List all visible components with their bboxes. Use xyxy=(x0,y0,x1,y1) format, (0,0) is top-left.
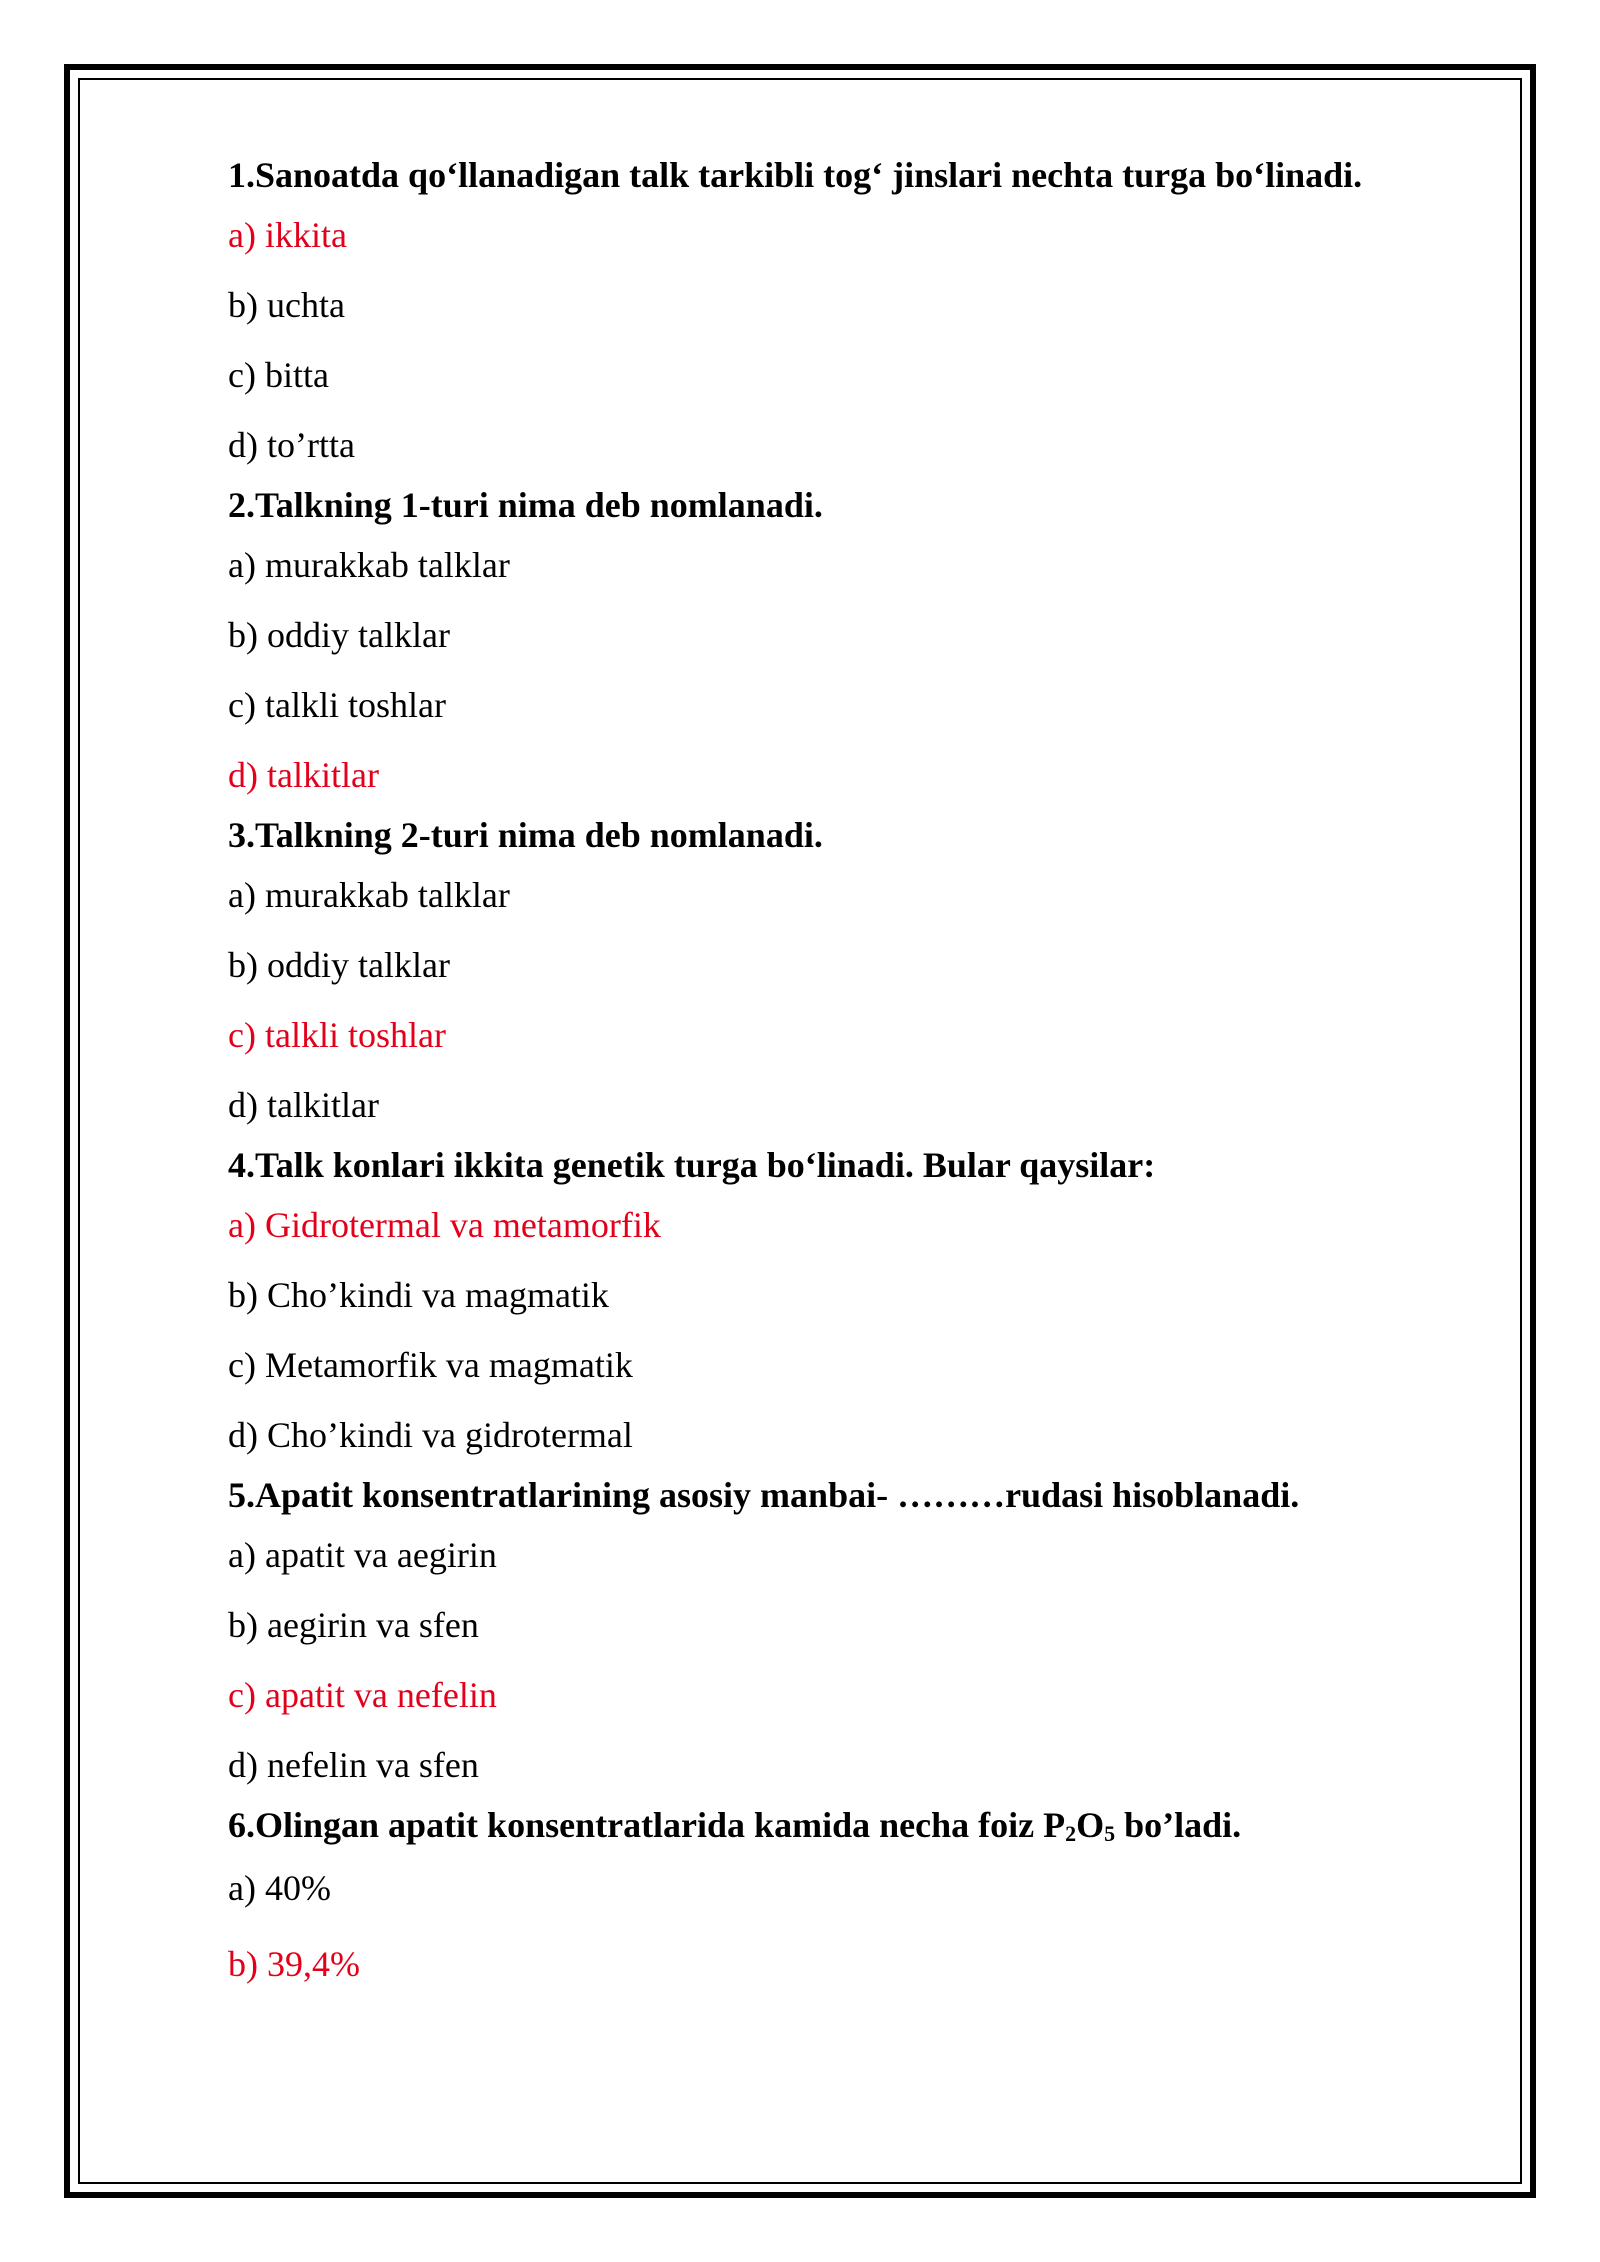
question-6-subscript-5: 5 xyxy=(1104,1821,1116,1846)
question-6-option-b: b) 39,4% xyxy=(228,1944,360,1984)
question-1-option-a: a) ikkita xyxy=(228,215,347,255)
question-2-option-c: c) talkli toshlar xyxy=(228,685,446,725)
question-6-text-before: 6.Olingan apatit konsentratlarida kamida necha foiz P xyxy=(228,1805,1066,1845)
question-block-4 xyxy=(228,1140,1428,1470)
question-block-6 xyxy=(228,1800,1428,2002)
question-block-5 xyxy=(228,1470,1428,1800)
question-2-option-b: b) oddiy talklar xyxy=(228,615,450,655)
question-3-option-d: d) talkitlar xyxy=(228,1085,379,1125)
question-3-option-a: a) murakkab talklar xyxy=(228,875,510,915)
question-1-text: 1.Sanoatda qo‘llanadigan talk tarkibli tog‘ jinslari nechta turga bo‘linadi. xyxy=(228,155,1363,195)
question-2-option-d: d) talkitlar xyxy=(228,755,379,795)
question-1-option-c: c) bitta xyxy=(228,355,329,395)
quiz-content xyxy=(228,150,1428,2002)
question-6-option-a: a) 40% xyxy=(228,1868,331,1908)
question-4-option-c: c) Metamorfik va magmatik xyxy=(228,1345,633,1385)
question-4-text: 4.Talk konlari ikkita genetik turga bo‘linadi. Bular qaysilar: xyxy=(228,1145,1156,1185)
question-6-text-mid: O xyxy=(1076,1805,1105,1845)
question-6-text xyxy=(228,1800,1428,1850)
question-1-option-d: d) to’rtta xyxy=(228,425,355,465)
question-5-option-a: a) apatit va aegirin xyxy=(228,1535,497,1575)
question-5-text: 5.Apatit konsentratlarining asosiy manbai- ………rudasi hisoblanadi. xyxy=(228,1475,1300,1515)
question-5-option-d: d) nefelin va sfen xyxy=(228,1745,479,1785)
question-3-text: 3.Talkning 2-turi nima deb nomlanadi. xyxy=(228,815,823,855)
question-5-option-b: b) aegirin va sfen xyxy=(228,1605,479,1645)
question-3-option-c: c) talkli toshlar xyxy=(228,1015,446,1055)
question-5-option-c: c) apatit va nefelin xyxy=(228,1675,497,1715)
question-block-2 xyxy=(228,480,1428,810)
question-block-1 xyxy=(228,150,1428,480)
question-1-option-b: b) uchta xyxy=(228,285,345,325)
question-6-text-after: bo’ladi. xyxy=(1115,1805,1242,1845)
question-block-3 xyxy=(228,810,1428,1140)
question-2-text: 2.Talkning 1-turi nima deb nomlanadi. xyxy=(228,485,823,525)
question-4-option-b: b) Cho’kindi va magmatik xyxy=(228,1275,609,1315)
question-4-option-d: d) Cho’kindi va gidrotermal xyxy=(228,1415,633,1455)
question-6-subscript-2: 2 xyxy=(1065,1821,1077,1846)
question-4-option-a: a) Gidrotermal va metamorfik xyxy=(228,1205,661,1245)
question-3-option-b: b) oddiy talklar xyxy=(228,945,450,985)
question-2-option-a: a) murakkab talklar xyxy=(228,545,510,585)
